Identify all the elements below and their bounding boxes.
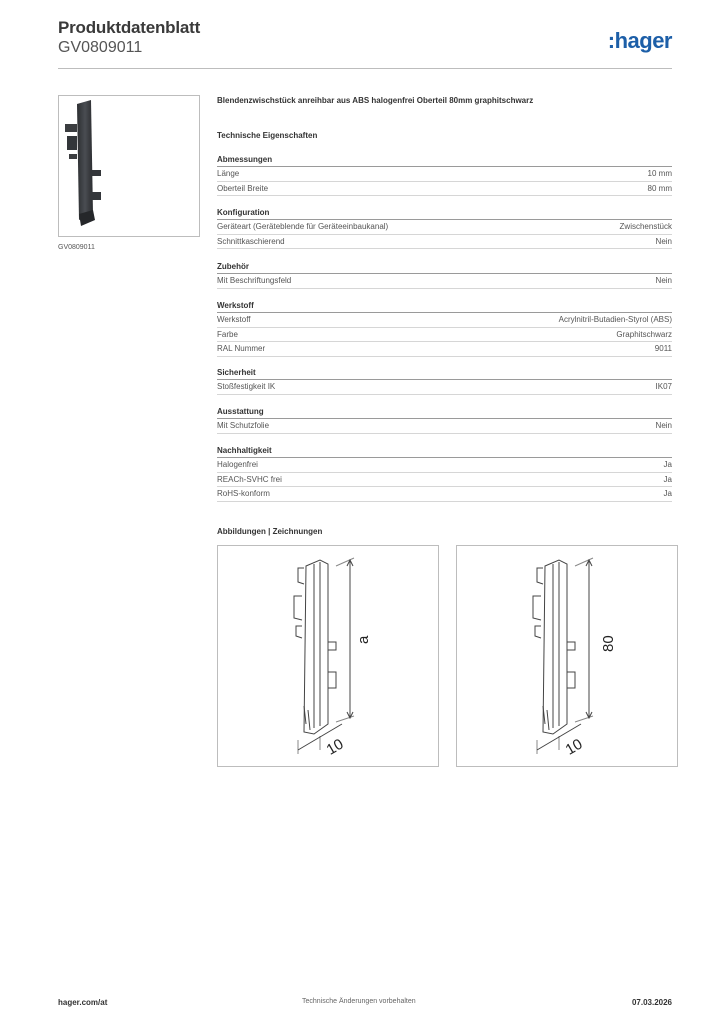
thumbnail-caption: GV0809011 [58,244,95,251]
row-label: Mit Schutzfolie [217,421,270,430]
row-value: 9011 [654,344,672,353]
table-row [217,342,672,357]
section-heading: Konfiguration [217,208,672,220]
height-dimension-label: a [355,635,372,644]
row-label: Mit Beschriftungsfeld [217,276,292,285]
drawing-dimension-80 [456,545,678,767]
table-row [217,458,672,473]
footer-date: 07.03.2026 [631,998,672,1007]
page-title: Produktdatenblatt [58,18,201,37]
table-row [217,487,672,502]
row-value: Nein [655,276,672,285]
section-heading: Ausstattung [217,407,672,419]
section-abmessungen [217,155,672,196]
row-label: REACh-SVHC frei [217,474,282,484]
product-description: Blendenzwischstück anreihbar aus ABS halogenfrei Oberteil 80mm graphitschwarz [217,96,534,105]
section-sicherheit [217,368,672,395]
section-nachhaltigkeit [217,446,672,502]
footer-notice: Technische Änderungen vorbehalten [302,998,416,1005]
product-thumbnail [58,95,200,237]
row-label: RAL Nummer [217,344,266,353]
row-value: Ja [663,460,672,469]
row-label: Geräteart (Geräteblende für Geräteeinbaukanal) [217,222,389,231]
row-label: Stoßfestigkeit IK [217,382,276,391]
row-label: Länge [217,169,240,178]
section-konfiguration [217,208,672,249]
row-value: 80 mm [647,183,672,193]
row-value: Ja [663,489,672,498]
table-row [217,328,672,343]
row-value: IK07 [655,382,672,391]
table-row [217,167,672,182]
section-heading: Sicherheit [217,368,672,380]
page-header [58,18,200,57]
section-zubehoer [217,262,672,289]
header-divider [58,68,672,69]
technical-drawing-icon [457,546,677,766]
table-row [217,380,672,395]
footer-website-link[interactable]: hager.com/at [58,998,108,1007]
row-value: Graphitschwarz [616,329,672,339]
row-label: Halogenfrei [217,460,258,469]
row-value: Nein [655,236,672,246]
section-heading: Zubehör [217,262,672,274]
table-row [217,313,672,328]
section-heading: Werkstoff [217,301,672,313]
table-row [217,473,672,488]
table-row [217,235,672,250]
row-value: 10 mm [647,169,672,178]
table-row [217,419,672,434]
table-row [217,274,672,289]
row-label: Farbe [217,329,238,339]
section-heading: Abmessungen [217,155,672,167]
height-dimension-label: 80 [600,635,617,652]
row-value: Acrylnitril-Butadien-Styrol (ABS) [558,315,672,324]
technical-drawing-icon [218,546,438,766]
row-label: RoHS-konform [217,489,270,498]
row-label: Werkstoff [217,315,251,324]
article-number: GV0809011 [58,39,143,56]
hager-logo: :hager [607,28,672,53]
section-heading: Nachhaltigkeit [217,446,672,458]
section-werkstoff [217,301,672,357]
depth-dimension-label: 10 [562,735,586,759]
row-value: Ja [663,474,672,484]
table-row [217,220,672,235]
tech-properties-heading: Technische Eigenschaften [217,131,318,140]
row-label: Schnittkaschierend [217,236,285,246]
row-value: Nein [655,421,672,430]
product-photo-icon [59,96,199,236]
table-row [217,182,672,197]
section-ausstattung [217,407,672,434]
row-value: Zwischenstück [619,222,672,231]
figures-heading: Abbildungen | Zeichnungen [217,527,323,536]
depth-dimension-label: 10 [323,735,347,759]
row-label: Oberteil Breite [217,183,269,193]
drawing-dimension-a [217,545,439,767]
